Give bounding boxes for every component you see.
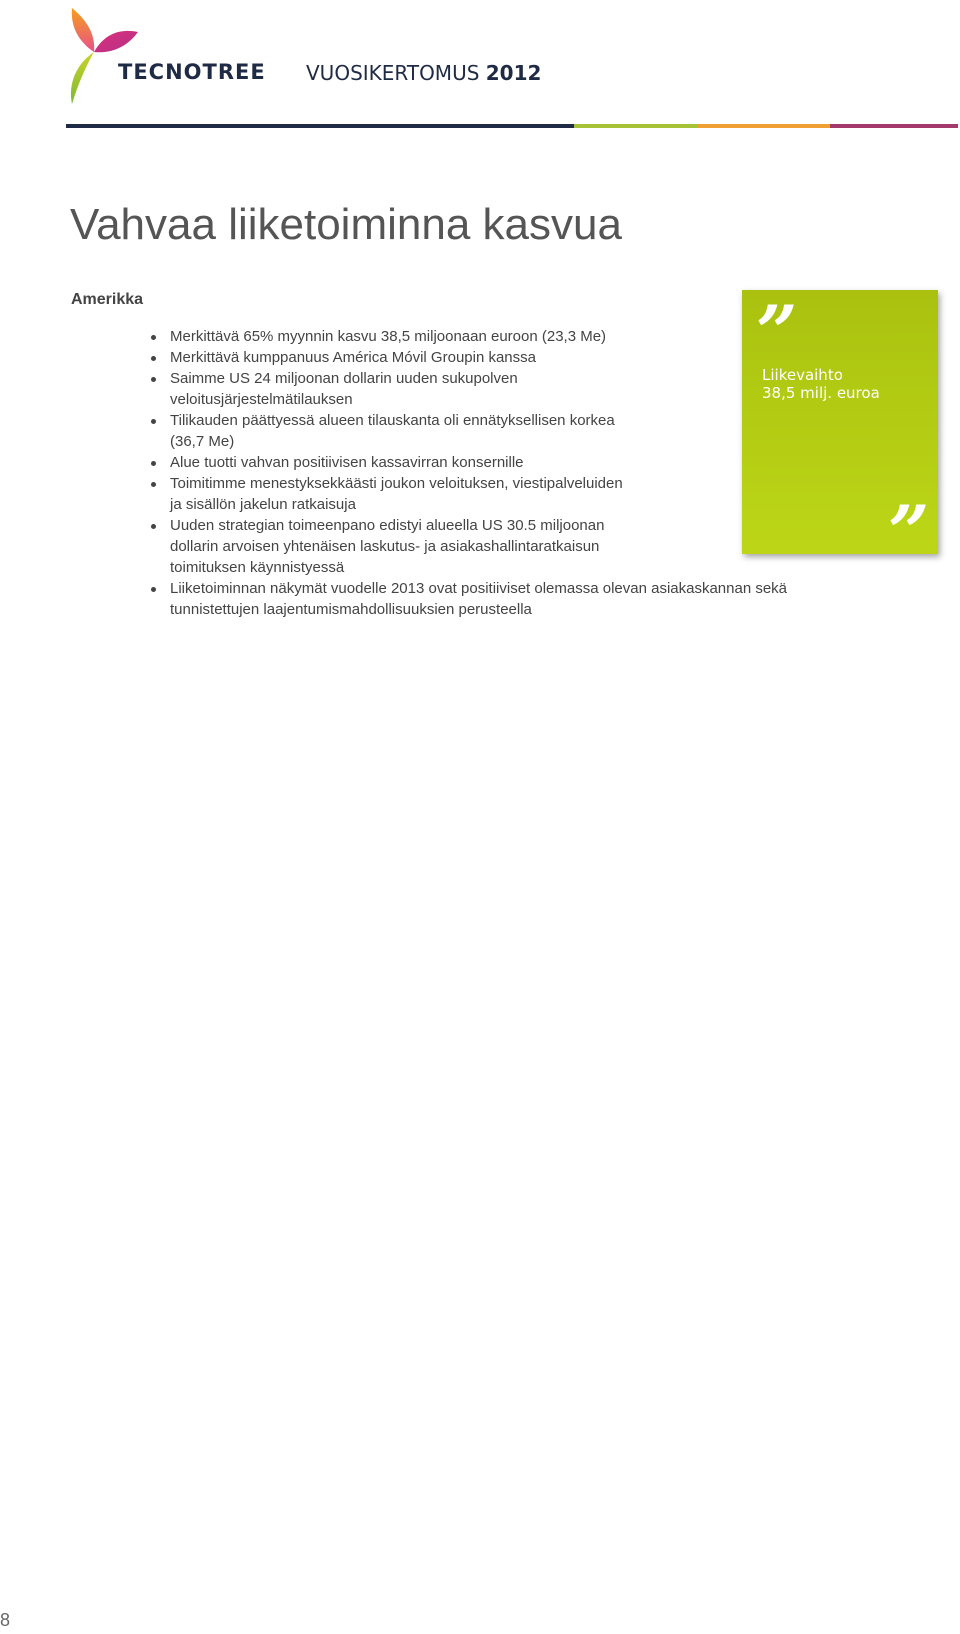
section-heading: Amerikka <box>71 291 144 308</box>
report-title <box>306 61 541 85</box>
header-rule-navy <box>66 124 574 128</box>
report-header <box>0 0 960 135</box>
report-year: 2012 <box>485 61 542 85</box>
list-item-line: ja sisällön jakelun ratkaisuja <box>170 496 356 513</box>
page-title: Vahvaa liiketoiminna kasvua <box>70 200 622 249</box>
list-item-line: Alue tuotti vahvan positiivisen kassavirran konsernille <box>170 454 524 471</box>
quote-line-2: 38,5 milj. euroa <box>762 384 880 402</box>
quote-open-icon: ” <box>756 289 798 374</box>
list-item-line: Uuden strategian toimeenpano edistyi alueella US 30.5 miljoonan <box>170 517 605 534</box>
report-title-label: VUOSIKERTOMUS <box>306 61 480 85</box>
list-item-line: (36,7 Me) <box>170 433 235 450</box>
quote-close-icon: ” <box>888 489 930 574</box>
quote-box <box>742 289 938 574</box>
list-item-line: Tilikauden päättyessä alueen tilauskanta oli ennätyksellisen korkea <box>170 412 615 429</box>
quote-line-1: Liikevaihto <box>762 366 843 384</box>
list-item-line: tunnistettujen laajentumismahdollisuuksien perusteella <box>170 601 532 618</box>
list-item <box>170 578 870 620</box>
list-item-line: dollarin arvoisen yhtenäisen laskutus- ja asiakashallintaratkaisun <box>170 538 600 555</box>
page-number: 8 <box>0 1610 11 1630</box>
list-item-line: Liiketoiminnan näkymät vuodelle 2013 ovat positiiviset olemassa olevan asiakaskannan sekä <box>170 580 788 597</box>
quote-text <box>762 366 880 402</box>
header-rule-orange <box>698 124 830 128</box>
header-rule-green <box>574 124 698 128</box>
list-item-line: veloitusjärjestelmätilauksen <box>170 391 353 408</box>
list-item-line: toimituksen käynnistyessä <box>170 559 345 576</box>
list-item-line: Toimitimme menestyksekkäästi joukon veloituksen, viestipalveluiden <box>170 475 623 492</box>
brand-name: TECNOTREE <box>118 60 266 84</box>
list-item-line: Saimme US 24 miljoonan dollarin uuden sukupolven <box>170 370 518 387</box>
list-item-line: Merkittävä kumppanuus América Móvil Groupin kanssa <box>170 349 536 366</box>
header-rule-purple <box>830 124 958 128</box>
list-item-line: Merkittävä 65% myynnin kasvu 38,5 miljoonaan euroon (23,3 Me) <box>170 328 607 345</box>
tecnotree-logo-icon <box>64 4 144 108</box>
